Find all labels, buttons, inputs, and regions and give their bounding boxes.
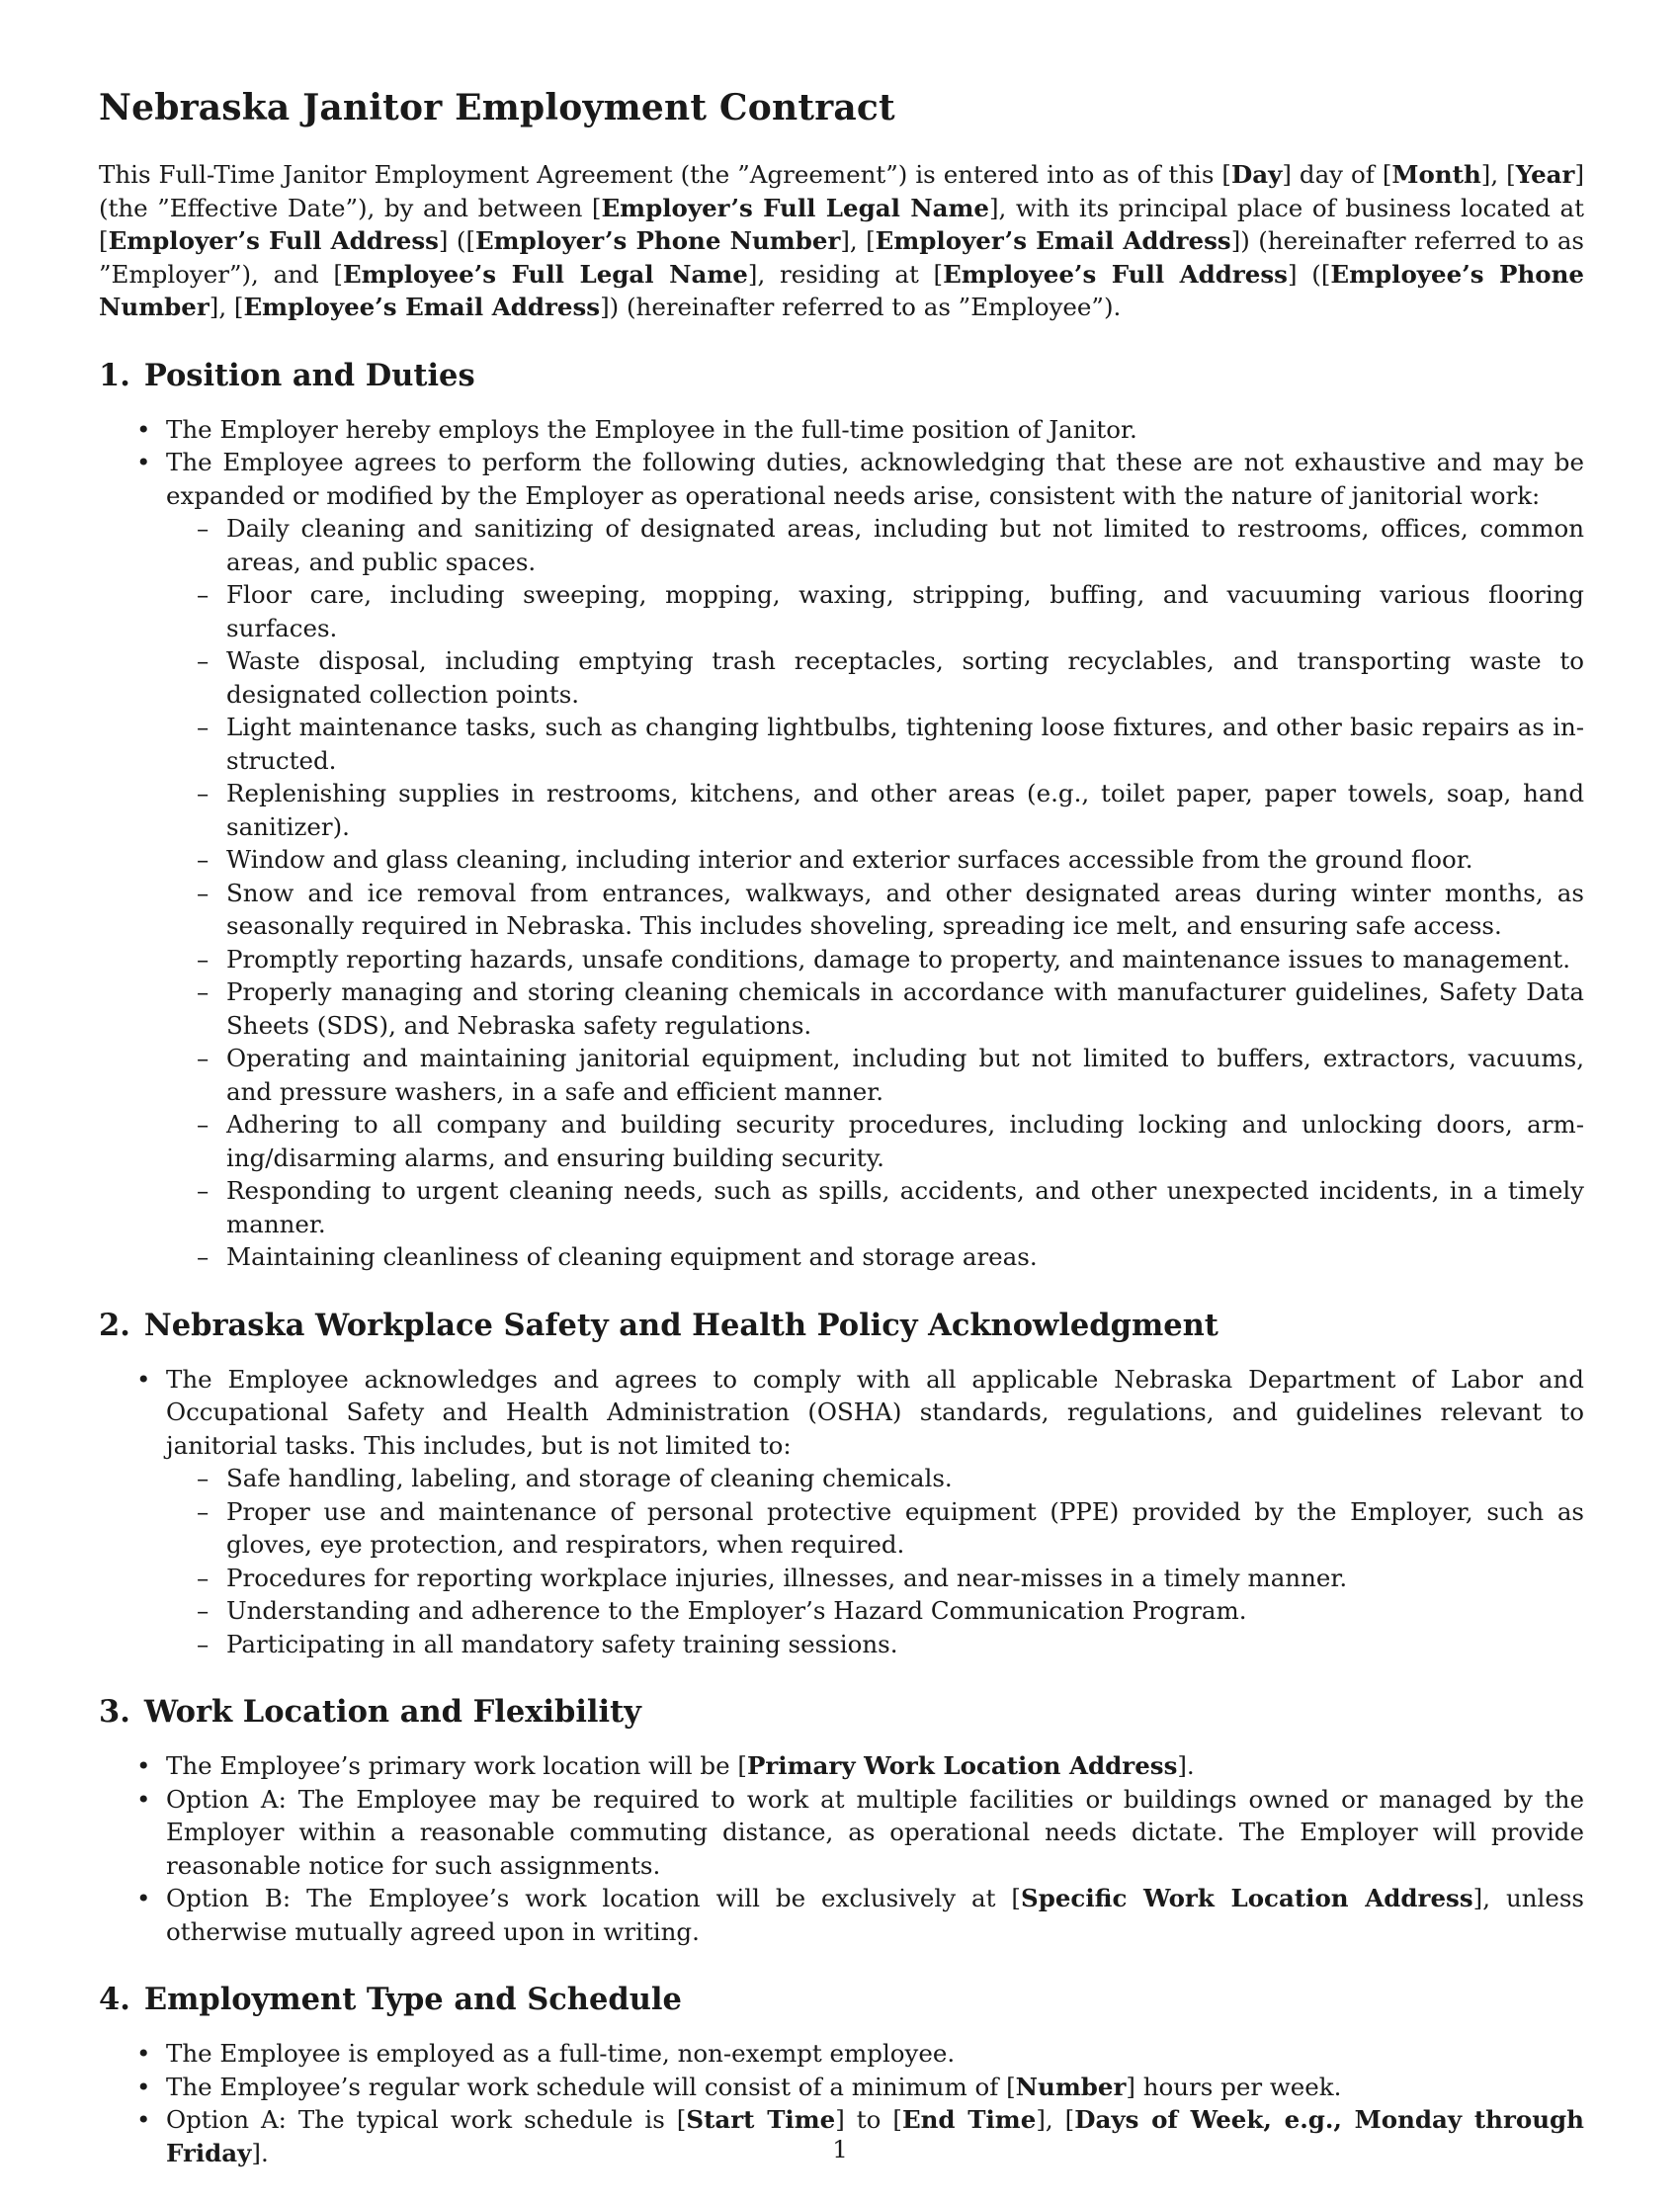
intro-text: ] (the ”Effective Date”), by and between [	[99, 160, 1584, 222]
duty-item: – Floor care, including sweeping, mopping, waxing, stripping, buffing, and vacuuming various flooring surfaces.	[166, 578, 1584, 644]
field-employer-name: Employer’s Full Legal Name	[601, 193, 989, 222]
section-heading-safety-policy	[99, 1308, 1584, 1343]
page-number: 1	[832, 2135, 848, 2163]
intro-text: ] day of [	[1282, 160, 1392, 189]
list-item-text: ] to [	[835, 2105, 902, 2134]
field-primary-location: Primary Work Location Address	[746, 1751, 1178, 1780]
section-title: Nebraska Workplace Safety and Health Policy Acknowledgment	[143, 1307, 1218, 1343]
section-heading-position-duties	[99, 358, 1584, 393]
section-title: Work Location and Flexibility	[143, 1694, 641, 1730]
intro-paragraph	[99, 158, 1584, 324]
field-month: Month	[1391, 160, 1481, 189]
intro-text: ] ([	[438, 226, 475, 255]
duty-item: – Adhering to all company and building security procedures, including locking and unlocking doors, arm-ing/disarming alarms, and ensuring building security.	[166, 1108, 1584, 1174]
section-number: 4.	[99, 1982, 130, 2017]
list-item	[99, 446, 1584, 1274]
intro-text: ], residing at [	[747, 259, 944, 289]
list-item	[99, 2071, 1584, 2104]
document-title: Nebraska Janitor Employment Contract	[99, 87, 895, 128]
list-item: • The Employee is employed as a full-time, non-exempt employee.	[99, 2037, 1584, 2071]
field-employee-address: Employee’s Full Address	[943, 259, 1288, 289]
field-employee-name: Employee’s Full Legal Name	[342, 259, 748, 289]
field-employee-phone: Employee’s Phone Number	[99, 259, 1585, 321]
field-employer-email: Employer’s Email Address	[875, 226, 1231, 255]
list-item-text: The Employee agrees to perform the following duties, acknowledging that these are not exhaustive and may be expanded or modified by the Employer as operational needs arise, consistent with the nature of janitorial work:	[166, 448, 1584, 510]
list-item-text: ], unless otherwise mutually agreed upon in writing.	[166, 1884, 1584, 1946]
section-number: 2.	[99, 1307, 130, 1343]
section-number: 1.	[99, 357, 130, 393]
intro-text: ], with its principal place of business located at [	[99, 193, 1584, 255]
intro-text: ]) (hereinafter referred to as ”Employee”).	[600, 293, 1122, 321]
duty-item: – Maintaining cleanliness of cleaning equipment and storage areas.	[166, 1240, 1584, 1274]
list-item-text: Option B: The Employee’s work location will be exclusively at [	[166, 1884, 1021, 1912]
section-title: Employment Type and Schedule	[143, 1982, 682, 2017]
work-location-list	[99, 1749, 1584, 1948]
field-end-time: End Time	[901, 2105, 1037, 2134]
intro-text: This Full-Time Janitor Employment Agreement (the ”Agreement”) is entered into as of this [	[99, 160, 1231, 189]
duty-item: – Replenishing supplies in restrooms, kitchens, and other areas (e.g., toilet paper, paper towels, soap, hand sanitizer).	[166, 777, 1584, 843]
duty-item: – Light maintenance tasks, such as changing lightbulbs, tightening loose fixtures, and other basic repairs as in-structed.	[166, 711, 1584, 777]
intro-text: ] ([	[1287, 259, 1331, 289]
list-item-text: The Employee acknowledges and agrees to comply with all applicable Nebraska Department of Labor and Occupational Safety and Health Administration (OSHA) standards, regulations, and guidelines relevant to janitorial tasks. This includes, but is not limited to:	[166, 1364, 1584, 1460]
duty-item: – Waste disposal, including emptying trash receptacles, sorting recyclables, and transporting waste to designated collection points.	[166, 644, 1584, 711]
list-item-text: ] hours per week.	[1126, 2072, 1342, 2101]
list-item-text: ].	[251, 2138, 269, 2167]
field-specific-location: Specific Work Location Address	[1021, 1884, 1473, 1912]
duty-item: – Daily cleaning and sanitizing of designated areas, including but not limited to restrooms, offices, common areas, and public spaces.	[166, 512, 1584, 578]
duty-item: – Properly managing and storing cleaning chemicals in accordance with manufacturer guidelines, Safety Data Sheets (SDS), and Nebraska safety regulations.	[166, 975, 1584, 1042]
field-days-of-week: Days of Week, e.g., Monday through Friday	[166, 2105, 1584, 2167]
position-duties-list	[99, 413, 1584, 1274]
duty-item: – Snow and ice removal from entrances, walkways, and other designated areas during winter months, as seasonally required in Nebraska. This includes shoveling, spreading ice melt, and ensuring safe access.	[166, 877, 1584, 943]
safety-item: – Understanding and adherence to the Employer’s Hazard Communication Program.	[166, 1594, 1584, 1628]
safety-policy-list	[99, 1363, 1584, 1661]
list-item	[99, 1363, 1584, 1661]
safety-item: – Proper use and maintenance of personal protective equipment (PPE) provided by the Employer, such as gloves, eye protection, and respirators, when required.	[166, 1495, 1584, 1562]
list-item-text: Option A: The typical work schedule is [	[166, 2105, 687, 2134]
field-year: Year	[1515, 160, 1575, 189]
section-heading-employment-type	[99, 1982, 1584, 2017]
field-employer-address: Employer’s Full Address	[108, 226, 439, 255]
field-day: Day	[1230, 160, 1283, 189]
intro-text: ], [	[840, 226, 876, 255]
list-item-text: ], [	[1036, 2105, 1075, 2134]
safety-item: – Procedures for reporting workplace injuries, illnesses, and near-misses in a timely manner.	[166, 1562, 1584, 1595]
intro-text: ], [	[1480, 160, 1516, 189]
section-title: Position and Duties	[143, 357, 475, 393]
list-item-text: The Employee’s regular work schedule will consist of a minimum of [	[166, 2072, 1016, 2101]
safety-sublist	[166, 1462, 1584, 1660]
duty-item: – Operating and maintaining janitorial equipment, including but not limited to buffers, extractors, vacuums, and pressure washers, in a safe and efficient manner.	[166, 1042, 1584, 1108]
intro-text: ], [	[209, 293, 244, 321]
field-employee-email: Employee’s Email Address	[243, 293, 601, 321]
section-heading-work-location	[99, 1694, 1584, 1730]
list-item: • Option A: The Employee may be required to work at multiple facilities or buildings owned or managed by the Employer within a reasonable commuting distance, as operational needs dictate. The Employer will provide reasonable notice for such assignments.	[99, 1783, 1584, 1883]
section-number: 3.	[99, 1694, 130, 1730]
duties-sublist	[166, 512, 1584, 1274]
list-item: • The Employer hereby employs the Employee in the full-time position of Janitor.	[99, 413, 1584, 447]
field-start-time: Start Time	[686, 2105, 836, 2134]
list-item-text: ].	[1177, 1751, 1195, 1780]
list-item	[99, 1749, 1584, 1783]
list-item	[99, 1882, 1584, 1948]
list-item-text: The Employee’s primary work location will be [	[166, 1751, 747, 1780]
intro-text: ]) (hereinafter referred to as ”Employer”), and [	[99, 226, 1585, 289]
duty-item: – Responding to urgent cleaning needs, such as spills, accidents, and other unexpected incidents, in a timely manner.	[166, 1174, 1584, 1240]
document-page	[99, 87, 1584, 2203]
duty-item: – Window and glass cleaning, including interior and exterior surfaces accessible from the ground floor.	[166, 843, 1584, 877]
field-employer-phone: Employer’s Phone Number	[475, 226, 841, 255]
field-hours-number: Number	[1015, 2072, 1127, 2101]
safety-item: – Safe handling, labeling, and storage of cleaning chemicals.	[166, 1462, 1584, 1495]
safety-item: – Participating in all mandatory safety training sessions.	[166, 1628, 1584, 1661]
duty-item: – Promptly reporting hazards, unsafe conditions, damage to property, and maintenance issues to management.	[166, 943, 1584, 976]
